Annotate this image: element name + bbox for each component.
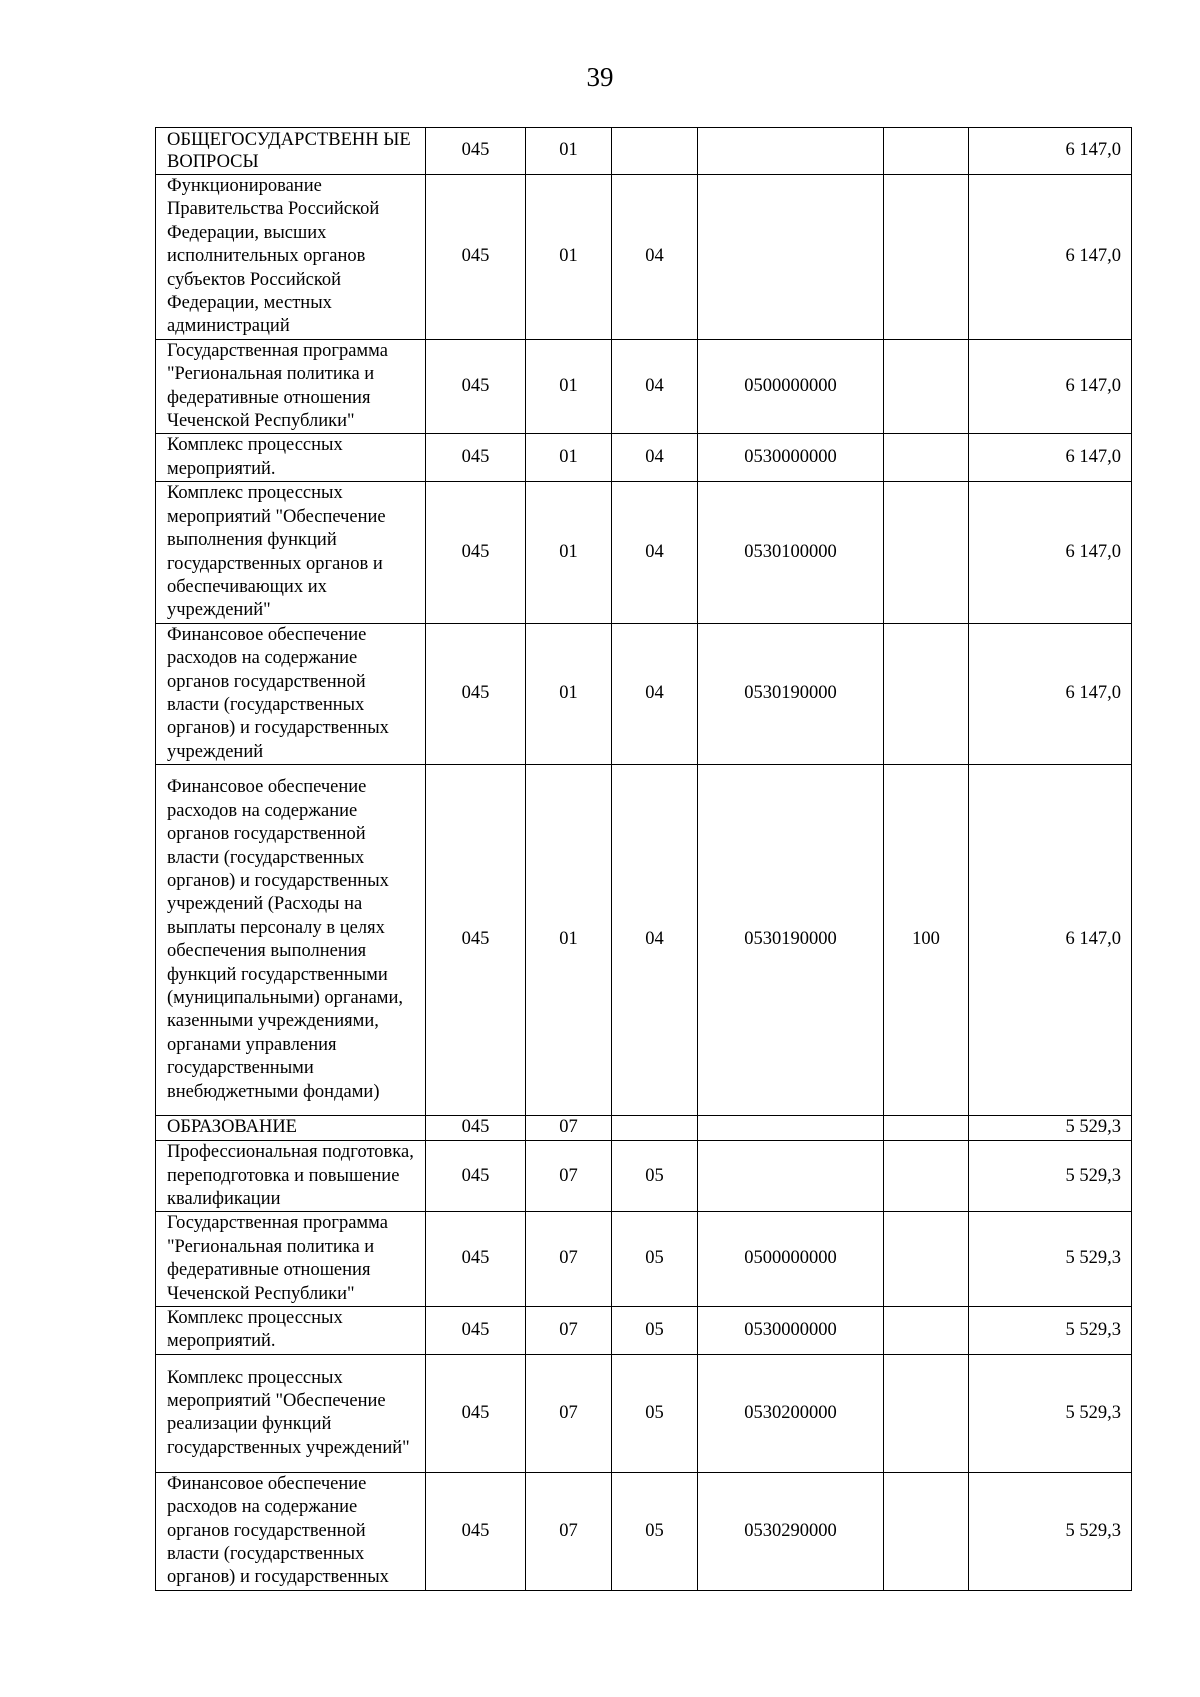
table-row bbox=[156, 1354, 1132, 1472]
row-name: Профессиональная подготовка, переподготовка и повышение квалификации bbox=[156, 1141, 426, 1212]
subsection-code bbox=[612, 1116, 698, 1141]
amount: 5 529,3 bbox=[969, 1472, 1132, 1590]
target-item-code bbox=[698, 1116, 884, 1141]
table-row bbox=[156, 765, 1132, 1116]
section-code: 07 bbox=[526, 1212, 612, 1307]
ministry-code: 045 bbox=[426, 1116, 526, 1141]
row-name: Комплекс процессных мероприятий. bbox=[156, 1307, 426, 1355]
amount: 5 529,3 bbox=[969, 1307, 1132, 1355]
expense-type-code: 100 bbox=[884, 765, 969, 1116]
amount: 6 147,0 bbox=[969, 765, 1132, 1116]
target-item-code bbox=[698, 128, 884, 175]
amount: 6 147,0 bbox=[969, 175, 1132, 340]
subsection-code: 04 bbox=[612, 765, 698, 1116]
section-code: 07 bbox=[526, 1472, 612, 1590]
subsection-code: 05 bbox=[612, 1141, 698, 1212]
expense-type-code bbox=[884, 1307, 969, 1355]
table-row bbox=[156, 1307, 1132, 1355]
table-row bbox=[156, 128, 1132, 175]
subsection-code: 05 bbox=[612, 1354, 698, 1472]
row-name: Государственная программа "Региональная политика и федеративные отношения Чеченской Республики" bbox=[156, 339, 426, 434]
subsection-code: 04 bbox=[612, 339, 698, 434]
target-item-code: 0530190000 bbox=[698, 765, 884, 1116]
amount: 5 529,3 bbox=[969, 1212, 1132, 1307]
section-code: 01 bbox=[526, 482, 612, 623]
target-item-code bbox=[698, 175, 884, 340]
section-code: 07 bbox=[526, 1141, 612, 1212]
expense-type-code bbox=[884, 434, 969, 482]
row-name: Комплекс процессных мероприятий "Обеспечение реализации функций государственных учреждений" bbox=[156, 1354, 426, 1472]
subsection-code bbox=[612, 128, 698, 175]
row-name: Финансовое обеспечение расходов на содержание органов государственной власти (государственных органов) и государственных учреждений (Расходы на выплаты персоналу в целях обеспечения выполнения функций государственными (муниципальными) органами, казенными учреждениями, органами управления государственными внебюджетными фондами) bbox=[156, 765, 426, 1116]
row-name: Финансовое обеспечение расходов на содержание органов государственной власти (государственных органов) и государственных учреждений bbox=[156, 623, 426, 764]
ministry-code: 045 bbox=[426, 623, 526, 764]
target-item-code bbox=[698, 1141, 884, 1212]
amount: 6 147,0 bbox=[969, 339, 1132, 434]
expense-type-code bbox=[884, 339, 969, 434]
expense-type-code bbox=[884, 1472, 969, 1590]
ministry-code: 045 bbox=[426, 339, 526, 434]
amount: 6 147,0 bbox=[969, 128, 1132, 175]
target-item-code: 0500000000 bbox=[698, 1212, 884, 1307]
section-code: 01 bbox=[526, 128, 612, 175]
section-code: 07 bbox=[526, 1307, 612, 1355]
subsection-code: 05 bbox=[612, 1212, 698, 1307]
row-name: ОБЩЕГОСУДАРСТВЕНН ЫЕ ВОПРОСЫ bbox=[156, 128, 426, 175]
row-name: Функционирование Правительства Российской Федерации, высших исполнительных органов субъектов Российской Федерации, местных администраций bbox=[156, 175, 426, 340]
section-code: 01 bbox=[526, 765, 612, 1116]
row-name: Комплекс процессных мероприятий. bbox=[156, 434, 426, 482]
section-code: 01 bbox=[526, 175, 612, 340]
table-row bbox=[156, 175, 1132, 340]
row-name: Финансовое обеспечение расходов на содержание органов государственной власти (государственных органов) и государственных bbox=[156, 1472, 426, 1590]
row-name: Комплекс процессных мероприятий "Обеспечение выполнения функций государственных органов и обеспечивающих их учреждений" bbox=[156, 482, 426, 623]
table-row bbox=[156, 1472, 1132, 1590]
expense-type-code bbox=[884, 1116, 969, 1141]
table-row bbox=[156, 1116, 1132, 1141]
amount: 5 529,3 bbox=[969, 1141, 1132, 1212]
subsection-code: 04 bbox=[612, 482, 698, 623]
expense-type-code bbox=[884, 1141, 969, 1212]
expense-type-code bbox=[884, 1212, 969, 1307]
table-row bbox=[156, 339, 1132, 434]
target-item-code: 0530190000 bbox=[698, 623, 884, 764]
section-code: 01 bbox=[526, 434, 612, 482]
target-item-code: 0530100000 bbox=[698, 482, 884, 623]
row-name: ОБРАЗОВАНИЕ bbox=[156, 1116, 426, 1141]
ministry-code: 045 bbox=[426, 1354, 526, 1472]
ministry-code: 045 bbox=[426, 765, 526, 1116]
ministry-code: 045 bbox=[426, 1307, 526, 1355]
expense-type-code bbox=[884, 1354, 969, 1472]
ministry-code: 045 bbox=[426, 128, 526, 175]
expense-type-code bbox=[884, 128, 969, 175]
expense-type-code bbox=[884, 623, 969, 764]
section-code: 07 bbox=[526, 1354, 612, 1472]
ministry-code: 045 bbox=[426, 1141, 526, 1212]
amount: 6 147,0 bbox=[969, 482, 1132, 623]
subsection-code: 05 bbox=[612, 1307, 698, 1355]
section-code: 01 bbox=[526, 339, 612, 434]
expense-type-code bbox=[884, 175, 969, 340]
ministry-code: 045 bbox=[426, 1212, 526, 1307]
target-item-code: 0530000000 bbox=[698, 434, 884, 482]
table-row bbox=[156, 1212, 1132, 1307]
amount: 5 529,3 bbox=[969, 1116, 1132, 1141]
target-item-code: 0530290000 bbox=[698, 1472, 884, 1590]
target-item-code: 0500000000 bbox=[698, 339, 884, 434]
subsection-code: 04 bbox=[612, 175, 698, 340]
target-item-code: 0530000000 bbox=[698, 1307, 884, 1355]
section-code: 07 bbox=[526, 1116, 612, 1141]
amount: 6 147,0 bbox=[969, 623, 1132, 764]
ministry-code: 045 bbox=[426, 1472, 526, 1590]
ministry-code: 045 bbox=[426, 175, 526, 340]
subsection-code: 04 bbox=[612, 623, 698, 764]
subsection-code: 04 bbox=[612, 434, 698, 482]
target-item-code: 0530200000 bbox=[698, 1354, 884, 1472]
row-name: Государственная программа "Региональная политика и федеративные отношения Чеченской Республики" bbox=[156, 1212, 426, 1307]
amount: 6 147,0 bbox=[969, 434, 1132, 482]
ministry-code: 045 bbox=[426, 434, 526, 482]
table-row bbox=[156, 1141, 1132, 1212]
ministry-code: 045 bbox=[426, 482, 526, 623]
subsection-code: 05 bbox=[612, 1472, 698, 1590]
table-row bbox=[156, 623, 1132, 764]
section-code: 01 bbox=[526, 623, 612, 764]
expense-type-code bbox=[884, 482, 969, 623]
amount: 5 529,3 bbox=[969, 1354, 1132, 1472]
budget-table bbox=[155, 127, 1132, 1591]
table-row bbox=[156, 434, 1132, 482]
table-row bbox=[156, 482, 1132, 623]
page-number: 39 bbox=[586, 62, 614, 92]
